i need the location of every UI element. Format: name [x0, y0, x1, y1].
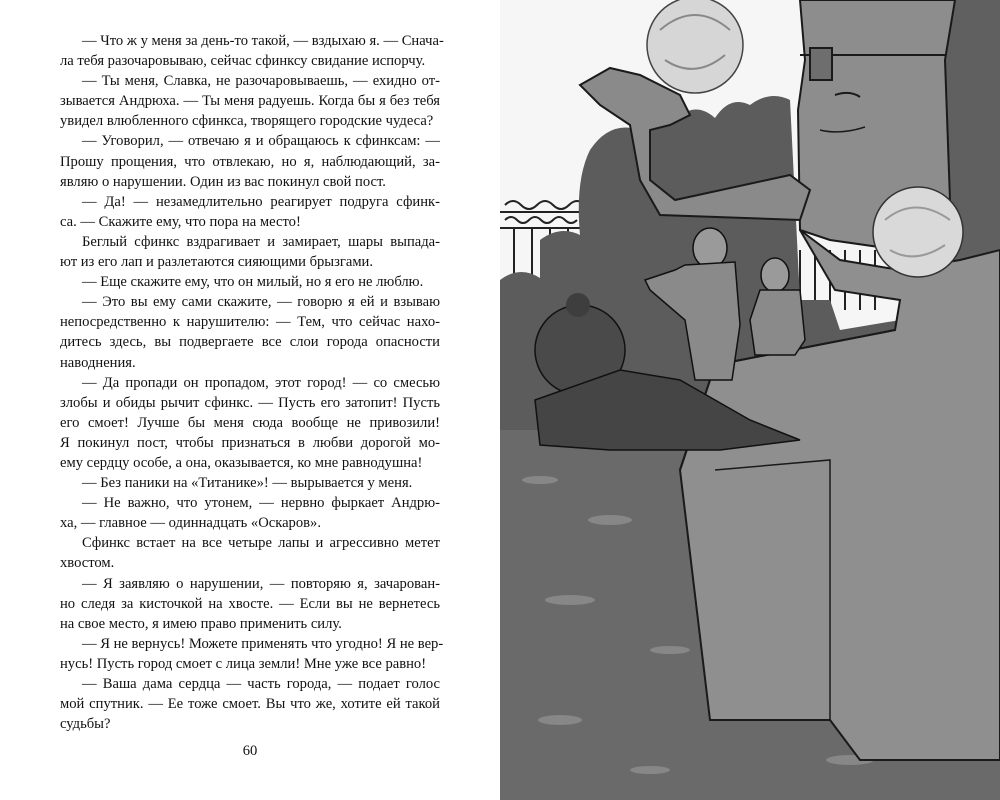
text-line: Сфинкс встает на все четыре лапы и агрессивно метет — [82, 535, 440, 552]
text-line: злобы и обиды рычит сфинкс. — Пусть его затопит! Пусть — [60, 394, 440, 411]
text-line: — Что ж у меня за день-то такой, — вздыхаю я. — Снача- — [82, 33, 444, 49]
text-line: Беглый сфинкс вздрагивает и замирает, шары выпада- — [82, 233, 440, 250]
text-line: ему сердцу особе, а она, оказывается, ко мне равнодушна! — [60, 454, 423, 471]
page-number: 60 — [242, 743, 258, 759]
text-line: — Да пропади он пропадом, этот город! — со смесью — [82, 374, 440, 391]
text-line: увидел влюбленного сфинкса, творящего городские чудеса? — [60, 113, 434, 130]
body-text — [60, 31, 444, 734]
text-line: — Это вы ему сами скажите, — говорю я ей и взываю — [82, 294, 440, 311]
illustration-page — [500, 0, 1000, 800]
glowing-ball-top — [647, 0, 743, 93]
text-line: на свое место, я имею право применить силу. — [60, 615, 342, 632]
text-line: ют из его лап и разлетаются сияющими брызгами. — [60, 254, 374, 271]
text-line: нусь! Пусть город смоет с лица земли! Мне уже все равно! — [60, 655, 427, 672]
text-line: но следя за кисточкой на хвосте. — Если вы не вернетесь — [60, 595, 440, 612]
text-line: — Я заявляю о нарушении, — повторяю я, зачарован- — [82, 575, 440, 592]
text-line: — Еще скажите ему, что он милый, но я его не люблю. — [82, 274, 424, 291]
text-line: его смоет! Лучше бы меня сюда вообще не привозили! — [60, 414, 440, 431]
text-line: Прошу прощения, что отвлекаю, но я, наблюдающий, за- — [60, 153, 440, 170]
text-line: са. — Скажите ему, что пора на место! — [60, 213, 301, 230]
text-line: непосредственно к нарушителю: — Тем, что сейчас нахо- — [60, 314, 440, 331]
text-line: Я покинул пост, чтобы признаться в любви дорогой мо- — [60, 434, 440, 451]
text-line: — Ты меня, Славка, не разочаровываешь, — ехидно от- — [82, 73, 440, 90]
sphinx-illustration — [500, 0, 1000, 800]
text-line: наводнения. — [60, 354, 136, 371]
uraeus — [810, 48, 832, 80]
glowing-ball-right — [873, 187, 963, 277]
text-line: хвостом. — [60, 555, 115, 572]
text-line: — Уговорил, — отвечаю я и обращаюсь к сфинксам: — — [82, 133, 440, 150]
text-line: — Ваша дама сердца — часть города, — подает голос — [82, 676, 440, 692]
text-line: ха, — главное — одиннадцать «Оскаров». — [60, 515, 321, 532]
text-line: дитесь здесь, вы подвергаете все слои города опасности — [60, 334, 440, 351]
text-line: ла тебя разочаровываю, сейчас сфинксу свидание испорчу. — [60, 53, 426, 70]
text-line: мой спутник. — Ее тоже смоет. Вы что же, хотите ей такой — [60, 696, 440, 713]
text-line: являю о нарушении. Один из вас покинул свой пост. — [60, 173, 386, 190]
text-line: судьбы? — [60, 716, 111, 733]
text-line: — Без паники на «Титанике»! — вырывается у меня. — [82, 475, 413, 492]
text-line: зывается Андрюха. — Ты меня радуешь. Когда бы я без тебя — [60, 93, 440, 110]
text-line: — Да! — незамедлительно реагирует подруга сфинк- — [82, 193, 440, 210]
text-line: — Я не вернусь! Можете применять что угодно! Я не вер- — [82, 635, 444, 652]
text-line: — Не важно, что утонем, — нервно фыркает Андрю- — [82, 495, 440, 512]
